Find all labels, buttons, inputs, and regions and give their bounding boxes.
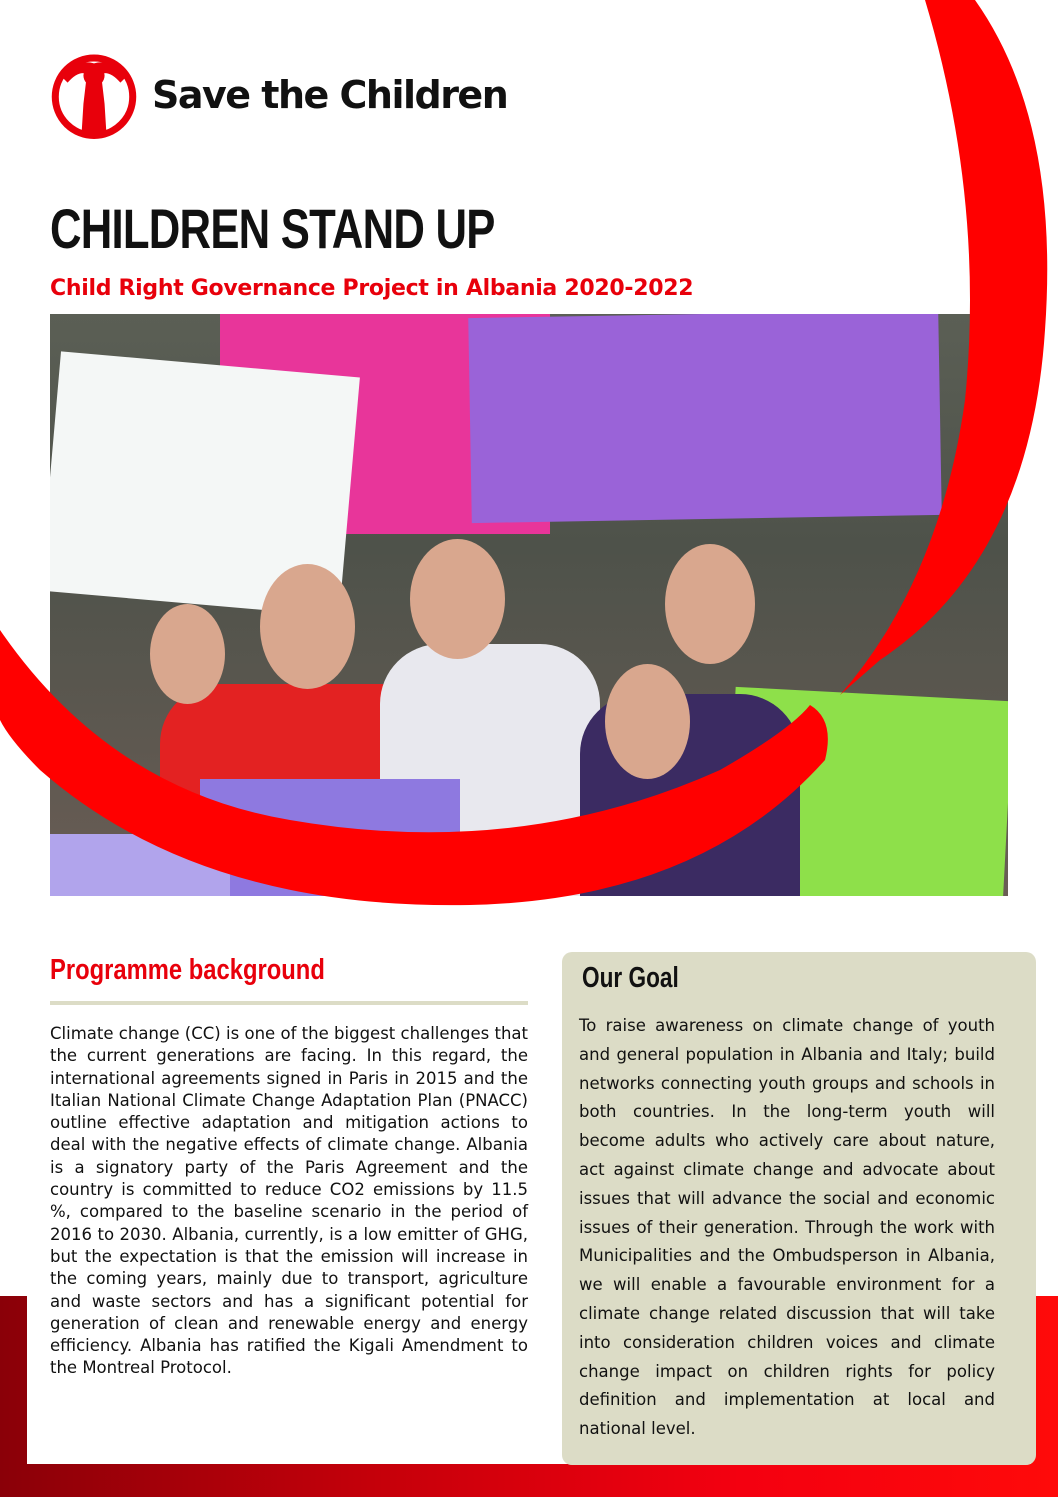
- section-divider: [50, 1001, 528, 1005]
- programme-background-body: Climate change (CC) is one of the biggest challenges that the current generations are facing. In this regard, the international agreements signed in Paris in 2015 and the Italian National Climate Change Adaptation Plan (PNACC) outline effective adaptation and mitigation actions to deal with the negative effects of climate change. Albania is a signatory party of the Paris Agreement and the country is committed to reduce CO2 emissions by 11.5 %, compared to the baseline scenario in the period of 2016 to 2030. Albania, currently, is a low emitter of GHG, but the expectation is that the emission will increase in the coming years, mainly due to transport, agriculture and waste sectors and has a significant potential for generation of clean and renewable energy and energy efficiency. Albania has ratified the Kigali Amendment to the Montreal Protocol.: [50, 1024, 528, 1378]
- programme-background-section: [50, 954, 528, 1380]
- our-goal-box: [562, 952, 1036, 1465]
- child-arms-raised-icon: [50, 50, 138, 140]
- brand-name: Save the Children: [152, 73, 508, 117]
- poster-lavender: [200, 779, 460, 896]
- our-goal-heading: Our Goal: [582, 962, 679, 994]
- child-face: [605, 664, 690, 779]
- child-face: [260, 564, 355, 689]
- brand-logo: [50, 50, 507, 140]
- page-title: CHILDREN STAND UP: [50, 197, 495, 260]
- poster-purple: [468, 314, 942, 523]
- child-face: [150, 604, 225, 704]
- programme-background-heading: Programme background: [50, 954, 325, 986]
- hero-photo: [50, 314, 1008, 896]
- page-subtitle: Child Right Governance Project in Albania 2020-2022: [50, 276, 694, 301]
- child-face: [665, 544, 755, 664]
- poster-lavender-small: [50, 834, 230, 896]
- child-face: [410, 539, 505, 659]
- our-goal-body: To raise awareness on climate change of youth and general population in Albania and Italy; build networks connecting youth groups and schools in both countries. In the long-term youth will become adults who actively care about nature, act against climate change and advocate about issues that will advance the social and economic issues of their generation. Through the work with Municipalities and the Ombudsperson in Albania, we will enable a favourable environment for a climate change related discussion that will take into consideration children voices and climate change impact on children rights for policy definition and implementation at local and national level.: [579, 1016, 995, 1439]
